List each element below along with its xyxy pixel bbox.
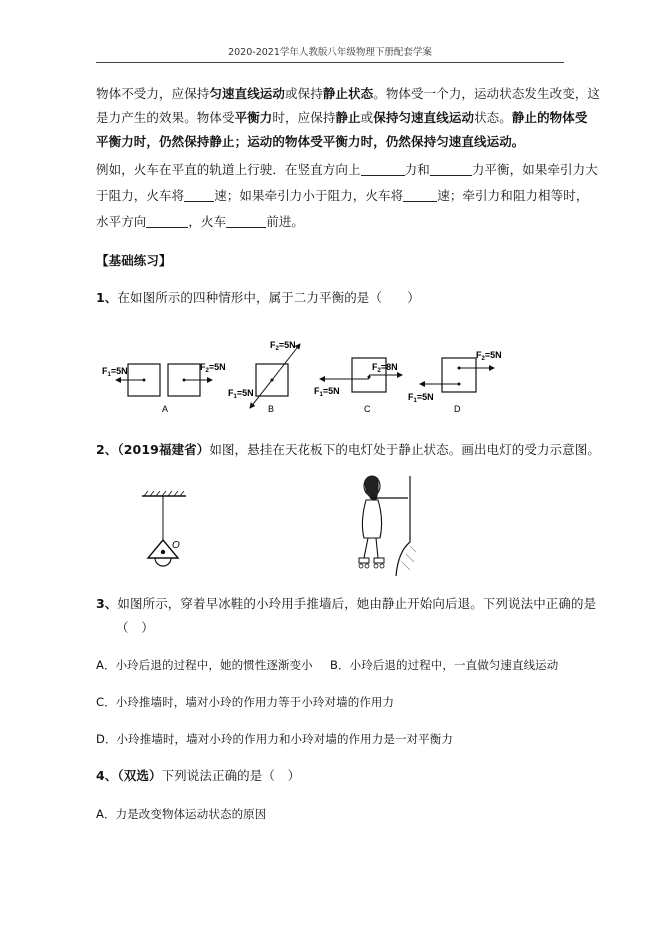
- text: 例如，火车在平直的轨道上行驶．在竖直方向上: [96, 162, 361, 177]
- question-number: 2、: [96, 442, 118, 457]
- question-number: 3、: [96, 596, 118, 611]
- option-b[interactable]: B．小玲后退的过程中，一直做匀速直线运动: [330, 658, 559, 672]
- question-text: 如图，悬挂在天花板下的电灯处于静止状态。画出电灯的受力示意图。: [209, 442, 600, 457]
- text: 前进。: [266, 214, 305, 229]
- hanging-lamp-figure: [134, 490, 194, 580]
- question-tag: （双选）: [117, 768, 162, 783]
- text: 力和: [404, 162, 430, 177]
- question-3: [96, 596, 596, 612]
- option-d[interactable]: D．小玲推墙时，墙对小玲的作用力和小玲对墙的作用力是一对平衡力: [96, 732, 453, 746]
- text: 水平方向: [96, 214, 147, 229]
- question-2: [96, 442, 600, 458]
- svg-text:F1=5N: $F_1=5N$: [314, 386, 340, 398]
- figure-a: [102, 362, 226, 414]
- text: 或: [360, 110, 374, 125]
- text: 是力产生的效果。物体受: [96, 110, 235, 125]
- question-text: 下列说法正确的是（ ）: [161, 768, 301, 783]
- header-divider: [96, 62, 564, 63]
- section-title: 【基础练习】: [96, 253, 172, 268]
- svg-text:F2=5N: $F_2=5N$: [476, 350, 502, 362]
- example-line-1: [96, 162, 598, 178]
- svg-text:O: O: [172, 540, 180, 551]
- text: 速；牵引力和阻力相等时，: [437, 188, 589, 203]
- figure-d: [408, 350, 502, 414]
- figure-b: [228, 340, 300, 414]
- example-line-3: [96, 214, 304, 230]
- fill-blank[interactable]: [226, 215, 266, 228]
- svg-text:F1=5N: $F_1=5N$: [228, 388, 254, 400]
- intro-line-2: [96, 110, 587, 126]
- text: 力平衡，如果牵引力大: [471, 162, 598, 177]
- question-source: （2019福建省）: [117, 442, 210, 457]
- text: 物体不受力，应保持: [96, 86, 210, 101]
- text: 或保持: [285, 86, 323, 101]
- svg-text:F1=5N: $F_1=5N$: [102, 366, 128, 378]
- bold-text: 静止: [335, 110, 361, 125]
- question-text: 在如图所示的四种情形中，属于二力平衡的是（ ）: [117, 290, 420, 305]
- question-text: 如图所示，穿着早冰鞋的小玲用手推墙后，她由静止开始向后退。下列说法中正确的是: [117, 596, 597, 611]
- example-line-2: [96, 188, 588, 204]
- answer-bracket[interactable]: （ ）: [116, 620, 154, 635]
- bold-text: 静止状态: [322, 86, 374, 101]
- option-a[interactable]: A．小玲后退的过程中，她的惯性逐渐变小: [96, 658, 313, 672]
- text: ，火车: [188, 214, 227, 229]
- bold-text: 匀速直线运动: [209, 86, 286, 101]
- q1-force-diagram: [90, 334, 520, 424]
- svg-text:B: B: [268, 404, 275, 414]
- intro-line-3: 平衡力时，仍然保持静止；运动的物体受平衡力时，仍然保持匀速直线运动。: [96, 134, 525, 149]
- text: 于阻力，火车将: [96, 188, 185, 203]
- fill-blank[interactable]: [184, 189, 214, 202]
- svg-text:F1=5N: $F_1=5N$: [408, 392, 434, 404]
- text: 状态。: [474, 110, 512, 125]
- fill-blank[interactable]: [146, 215, 188, 228]
- girl-pushing-wall-figure: [350, 472, 424, 578]
- svg-text:F2=5N: $F_2=5N$: [270, 340, 296, 352]
- svg-text:F2=5N: $F_2=5N$: [200, 362, 226, 374]
- svg-text:A: A: [162, 404, 169, 414]
- svg-text:C: C: [364, 404, 371, 414]
- bold-text: 静止的物体受: [511, 110, 588, 125]
- text: 速；如果牵引力小于阻力，火车将: [214, 188, 404, 203]
- question-number: 4、: [96, 768, 118, 783]
- page-header: 2020-2021学年人教版八年级物理下册配套学案: [228, 47, 432, 58]
- bold-text: 平衡力: [234, 110, 273, 125]
- svg-text:F2=8N: $F_2=8N$: [372, 362, 398, 374]
- figure-c: [314, 358, 402, 414]
- text: 时，应保持: [272, 110, 336, 125]
- svg-text:D: D: [454, 404, 461, 414]
- option-c[interactable]: C．小玲推墙时，墙对小玲的作用力等于小玲对墙的作用力: [96, 695, 395, 709]
- question-1: [96, 290, 420, 306]
- question-number: 1、: [96, 290, 118, 305]
- fill-blank[interactable]: [430, 163, 472, 176]
- text: 。物体受一个力，运动状态发生改变，这: [373, 86, 601, 101]
- fill-blank[interactable]: [403, 189, 437, 202]
- question-4: [96, 768, 300, 784]
- intro-line-1: [96, 86, 600, 102]
- fill-blank[interactable]: [361, 163, 405, 176]
- bold-text: 保持匀速直线运动: [373, 110, 475, 125]
- option-a[interactable]: A．力是改变物体运动状态的原因: [96, 807, 267, 821]
